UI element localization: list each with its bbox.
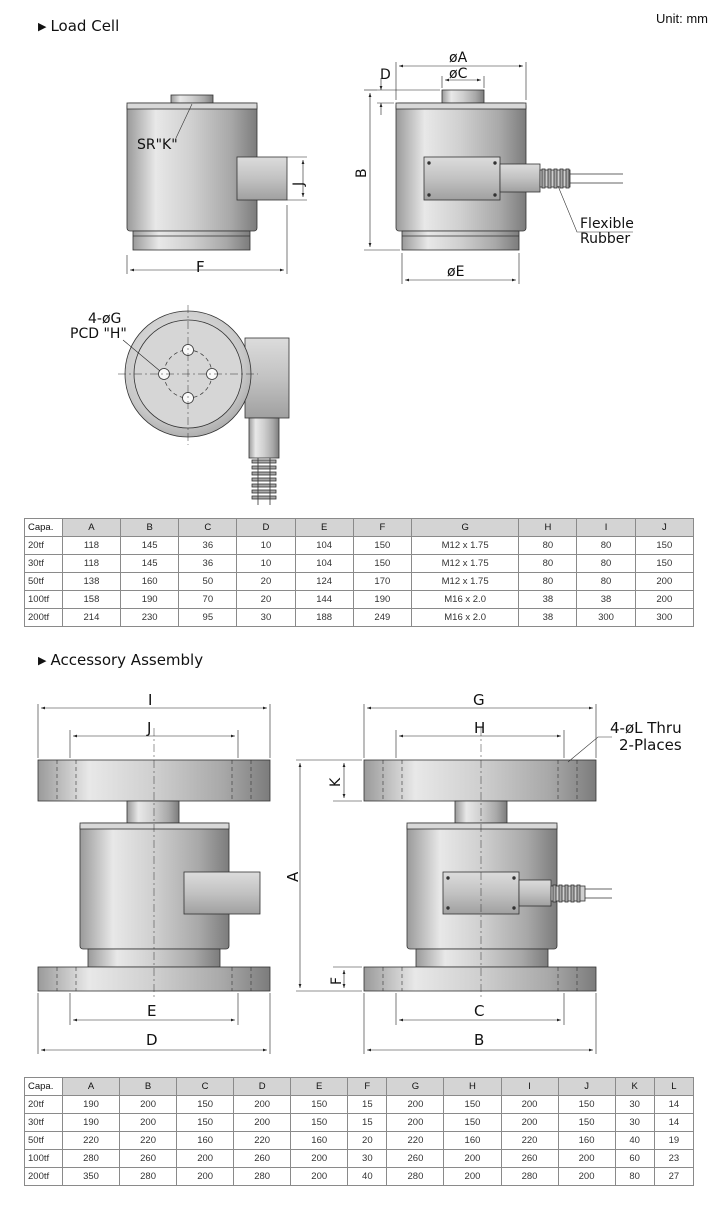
- table-cell: 30tf: [25, 555, 63, 573]
- acc-label-thru: 4-øL Thru: [610, 719, 682, 737]
- triangle-bullet-icon: ▶: [38, 653, 47, 667]
- table-cell: 200: [635, 591, 693, 609]
- table-cell: 36: [179, 537, 237, 555]
- table-row: [25, 1096, 694, 1114]
- table-cell: 70: [179, 591, 237, 609]
- acc-label-e: E: [147, 1002, 157, 1020]
- table-cell: 190: [353, 591, 411, 609]
- table-cell: 118: [62, 537, 120, 555]
- col-header-i: I: [577, 519, 635, 537]
- acc-label-j: J: [147, 719, 152, 737]
- col-header-f: F: [348, 1078, 387, 1096]
- table-cell: 40: [615, 1132, 654, 1150]
- col-header-j: J: [635, 519, 693, 537]
- accessory-title-text: Accessory Assembly: [50, 651, 204, 669]
- unit-label: Unit: mm: [656, 11, 708, 26]
- table-cell: 200: [558, 1150, 615, 1168]
- table-cell: 50tf: [25, 573, 63, 591]
- table-cell: 150: [635, 537, 693, 555]
- table-cell: 190: [63, 1114, 120, 1132]
- table-cell: 145: [121, 555, 179, 573]
- label-j: J: [291, 181, 307, 186]
- table-row: [25, 1168, 694, 1186]
- table-cell: 200: [501, 1114, 558, 1132]
- label-f: F: [196, 258, 205, 276]
- table-cell: 19: [654, 1132, 693, 1150]
- table-cell: 38: [519, 609, 577, 627]
- label-e: øE: [447, 264, 465, 280]
- col-header-k: K: [615, 1078, 654, 1096]
- load-cell-title-text: Load Cell: [50, 17, 120, 35]
- table-cell: 10: [237, 537, 295, 555]
- table-cell: 124: [295, 573, 353, 591]
- table-cell: 200: [291, 1150, 348, 1168]
- col-header-g: G: [411, 519, 518, 537]
- table-cell: 158: [62, 591, 120, 609]
- table-row: [25, 609, 694, 627]
- table-cell: 150: [291, 1114, 348, 1132]
- acc-label-k: K: [328, 777, 344, 787]
- table-cell: 150: [444, 1114, 501, 1132]
- table-cell: 138: [62, 573, 120, 591]
- table-cell: 188: [295, 609, 353, 627]
- table-cell: 20tf: [25, 1096, 63, 1114]
- table-cell: 200: [444, 1168, 501, 1186]
- table-cell: 260: [387, 1150, 444, 1168]
- table-cell: 160: [121, 573, 179, 591]
- col-header-g: G: [387, 1078, 444, 1096]
- table-cell: 200: [635, 573, 693, 591]
- table-cell: 190: [63, 1096, 120, 1114]
- table-cell: 200: [234, 1096, 291, 1114]
- table-cell: 38: [577, 591, 635, 609]
- col-header-j: J: [558, 1078, 615, 1096]
- col-header-a: A: [63, 1078, 120, 1096]
- table-row: [25, 555, 694, 573]
- acc-label-h: H: [474, 719, 486, 737]
- col-header-e: E: [291, 1078, 348, 1096]
- table-cell: 200: [501, 1096, 558, 1114]
- col-header-h: H: [519, 519, 577, 537]
- acc-label-places: 2-Places: [619, 736, 682, 754]
- load-cell-top-view: [118, 305, 289, 505]
- table-cell: 36: [179, 555, 237, 573]
- table-cell: 160: [444, 1132, 501, 1150]
- col-header-h: H: [444, 1078, 501, 1096]
- table-cell: 160: [558, 1132, 615, 1150]
- col-header-d: D: [237, 519, 295, 537]
- table-cell: 60: [615, 1150, 654, 1168]
- table-cell: 14: [654, 1114, 693, 1132]
- table-cell: 200: [291, 1168, 348, 1186]
- col-header-i: I: [501, 1078, 558, 1096]
- col-header-f: F: [353, 519, 411, 537]
- table-cell: 80: [519, 573, 577, 591]
- table-cell: 20: [237, 573, 295, 591]
- table-cell: 200: [120, 1096, 177, 1114]
- table-cell: 100tf: [25, 1150, 63, 1168]
- table-cell: 95: [179, 609, 237, 627]
- col-header-capa: Capa.: [25, 519, 63, 537]
- label-flexible: Flexible: [580, 216, 634, 232]
- table-cell: 200: [120, 1114, 177, 1132]
- table-cell: 20tf: [25, 537, 63, 555]
- table-cell: 200: [234, 1114, 291, 1132]
- table-cell: 15: [348, 1096, 387, 1114]
- table-cell: 190: [121, 591, 179, 609]
- table-cell: 80: [519, 555, 577, 573]
- table-cell: 260: [234, 1150, 291, 1168]
- table-cell: 160: [177, 1132, 234, 1150]
- table-cell: 160: [291, 1132, 348, 1150]
- table-cell: 150: [558, 1096, 615, 1114]
- table-cell: 38: [519, 591, 577, 609]
- table-cell: 150: [353, 555, 411, 573]
- table-cell: 200: [387, 1114, 444, 1132]
- table-cell: 200: [558, 1168, 615, 1186]
- table-row: [25, 1150, 694, 1168]
- accessory-left-view: [38, 728, 270, 1000]
- table-cell: 220: [120, 1132, 177, 1150]
- table-cell: 30: [348, 1150, 387, 1168]
- acc-label-c: C: [474, 1002, 485, 1020]
- col-header-e: E: [295, 519, 353, 537]
- table-cell: 220: [234, 1132, 291, 1150]
- table-cell: 249: [353, 609, 411, 627]
- table-cell: M16 x 2.0: [411, 591, 518, 609]
- table-header-row: [25, 519, 694, 537]
- table-cell: 104: [295, 537, 353, 555]
- table-cell: 30: [615, 1114, 654, 1132]
- table-cell: 200: [177, 1168, 234, 1186]
- load-cell-spec-table: [24, 518, 694, 627]
- table-cell: 50: [179, 573, 237, 591]
- table-cell: 145: [121, 537, 179, 555]
- table-cell: 200: [444, 1150, 501, 1168]
- acc-label-d: D: [146, 1031, 158, 1049]
- label-4g: 4-øG: [88, 311, 122, 327]
- table-cell: 27: [654, 1168, 693, 1186]
- table-cell: 280: [387, 1168, 444, 1186]
- table-cell: 220: [501, 1132, 558, 1150]
- table-cell: 200tf: [25, 609, 63, 627]
- table-cell: M16 x 2.0: [411, 609, 518, 627]
- table-cell: 200: [387, 1096, 444, 1114]
- label-pcd: PCD "H": [70, 326, 127, 342]
- table-cell: 150: [291, 1096, 348, 1114]
- accessory-spec-table: [24, 1077, 694, 1186]
- label-d: D: [380, 67, 391, 83]
- acc-label-i: I: [148, 691, 153, 709]
- table-cell: 300: [577, 609, 635, 627]
- table-cell: 40: [348, 1168, 387, 1186]
- table-cell: 80: [519, 537, 577, 555]
- table-cell: 30: [237, 609, 295, 627]
- table-cell: 170: [353, 573, 411, 591]
- table-cell: M12 x 1.75: [411, 555, 518, 573]
- table-row: [25, 537, 694, 555]
- table-cell: 14: [654, 1096, 693, 1114]
- table-cell: 80: [577, 573, 635, 591]
- table-cell: M12 x 1.75: [411, 573, 518, 591]
- table-cell: 300: [635, 609, 693, 627]
- table-cell: 150: [635, 555, 693, 573]
- table-cell: 230: [121, 609, 179, 627]
- table-cell: 30tf: [25, 1114, 63, 1132]
- acc-label-f: F: [329, 976, 345, 985]
- acc-label-g: G: [473, 691, 485, 709]
- table-cell: 100tf: [25, 591, 63, 609]
- triangle-bullet-icon: ▶: [38, 19, 47, 33]
- table-cell: 23: [654, 1150, 693, 1168]
- table-cell: 118: [62, 555, 120, 573]
- table-row: [25, 573, 694, 591]
- table-cell: 80: [577, 555, 635, 573]
- table-row: [25, 1114, 694, 1132]
- table-cell: M12 x 1.75: [411, 537, 518, 555]
- col-header-l: L: [654, 1078, 693, 1096]
- table-cell: 80: [615, 1168, 654, 1186]
- col-header-c: C: [177, 1078, 234, 1096]
- table-cell: 200tf: [25, 1168, 63, 1186]
- table-cell: 280: [234, 1168, 291, 1186]
- table-cell: 150: [558, 1114, 615, 1132]
- table-cell: 20: [237, 591, 295, 609]
- table-cell: 150: [353, 537, 411, 555]
- label-b: B: [354, 168, 370, 178]
- table-cell: 150: [177, 1096, 234, 1114]
- table-cell: 104: [295, 555, 353, 573]
- label-sr-k: SR"K": [137, 137, 178, 153]
- table-row: [25, 591, 694, 609]
- table-cell: 20: [348, 1132, 387, 1150]
- table-cell: 214: [62, 609, 120, 627]
- table-cell: 15: [348, 1114, 387, 1132]
- table-row: [25, 1132, 694, 1150]
- label-rubber: Rubber: [580, 231, 631, 247]
- table-cell: 30: [615, 1096, 654, 1114]
- accessory-right-view: [364, 728, 612, 1000]
- table-cell: 280: [501, 1168, 558, 1186]
- table-cell: 350: [63, 1168, 120, 1186]
- acc-label-b: B: [474, 1031, 485, 1049]
- acc-label-a: A: [284, 871, 302, 882]
- table-cell: 200: [177, 1150, 234, 1168]
- table-cell: 220: [387, 1132, 444, 1150]
- label-c: øC: [449, 66, 468, 82]
- table-cell: 280: [120, 1168, 177, 1186]
- label-a: øA: [449, 50, 468, 66]
- table-header-row: [25, 1078, 694, 1096]
- load-cell-side-view: [127, 95, 287, 250]
- col-header-c: C: [179, 519, 237, 537]
- table-cell: 280: [63, 1150, 120, 1168]
- table-cell: 80: [577, 537, 635, 555]
- table-cell: 220: [63, 1132, 120, 1150]
- col-header-b: B: [120, 1078, 177, 1096]
- table-cell: 150: [177, 1114, 234, 1132]
- table-cell: 50tf: [25, 1132, 63, 1150]
- col-header-d: D: [234, 1078, 291, 1096]
- table-cell: 150: [444, 1096, 501, 1114]
- table-cell: 10: [237, 555, 295, 573]
- table-cell: 144: [295, 591, 353, 609]
- table-cell: 260: [120, 1150, 177, 1168]
- col-header-a: A: [62, 519, 120, 537]
- table-cell: 260: [501, 1150, 558, 1168]
- col-header-b: B: [121, 519, 179, 537]
- col-header-capa: Capa.: [25, 1078, 63, 1096]
